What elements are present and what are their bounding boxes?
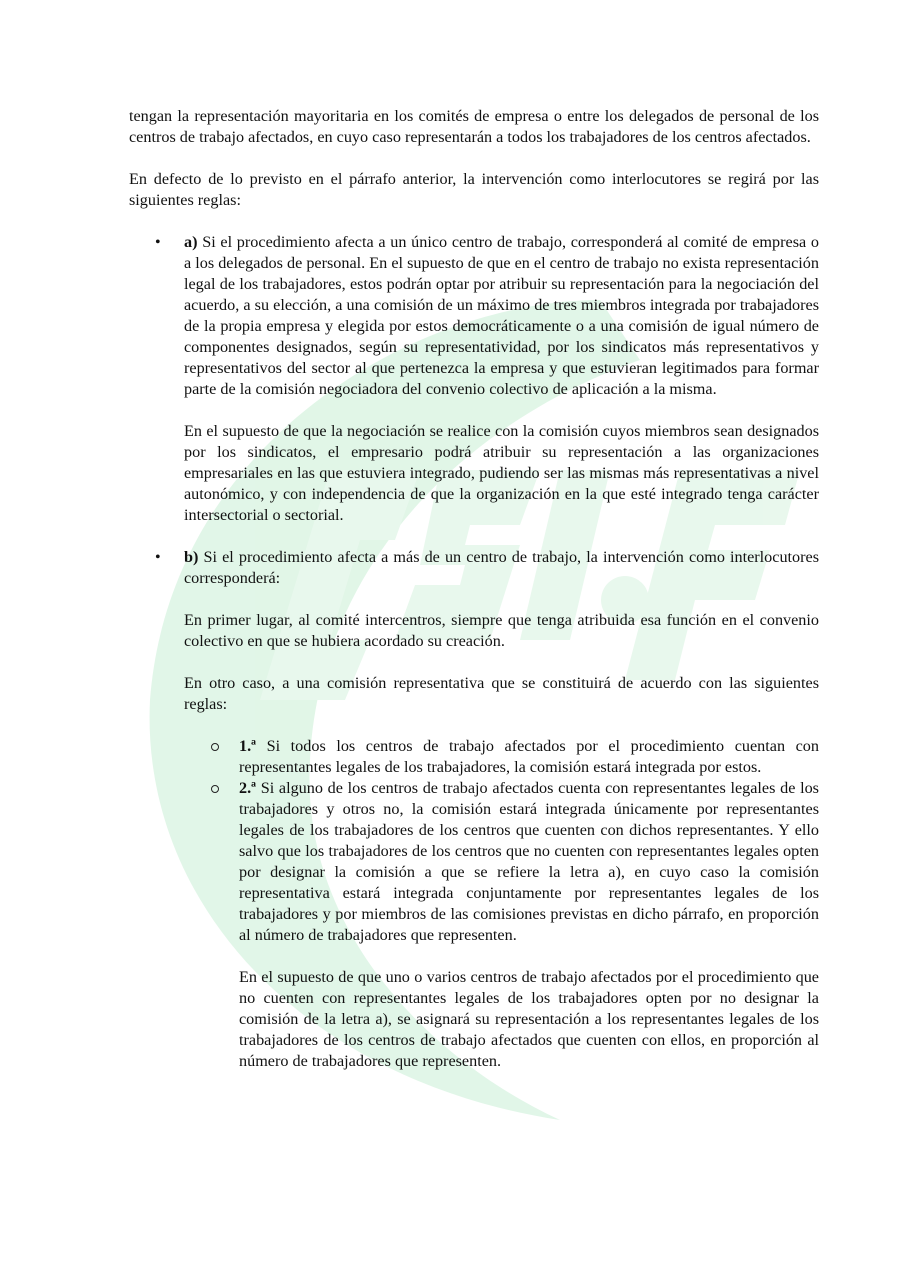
- paragraph-continuation: tengan la representación mayoritaria en los comités de empresa o entre los delegados de personal de los centros de trabajo afectados, en cuyo caso representarán a todos los trabajadores de los centros afectados.: [129, 107, 819, 146]
- circle-bullet-icon: [211, 785, 219, 793]
- subrule-1-text: Si todos los centros de trabajo afectados por el procedimiento cuentan con representantes legales de los trabajadores, la comisión estará integrada por estos.: [239, 737, 819, 776]
- item-b-text: b) Si el procedimiento afecta a más de un centro de trabajo, la intervención como interlocutores corresponderá:: [184, 548, 819, 587]
- document-body: [129, 106, 819, 1093]
- item-a-paragraph-2: En el supuesto de que la negociación se realice con la comisión cuyos miembros sean designados por los sindicatos, el empresario podrá atribuir su representación a las organizaciones empresariales en las que estuviera integrado, pudiendo ser las mismas más representativas a nivel autonómico, y con independencia de que la organización en la que esté integrado tenga carácter intersectorial o sectorial.: [184, 422, 819, 524]
- subrule-1: [184, 736, 819, 778]
- item-b-label: b): [184, 548, 199, 566]
- paragraph-rules-intro: En defecto de lo previsto en el párrafo anterior, la intervención como interlocutores se regirá por las siguientes reglas:: [129, 170, 819, 209]
- bullet-icon: •: [155, 549, 161, 566]
- subrule-2-label: 2.ª: [239, 779, 256, 797]
- list-item-b: [129, 547, 819, 1072]
- subrule-2-text: Si alguno de los centros de trabajo afectados cuenta con representantes legales de los trabajadores y otros no, la comisión estará integrada únicamente por representantes legales de los trabajadores de los centros que cuenten con dichos representantes. Y ello salvo que los trabajadores de los centros que no cuenten con representantes legales opten por designar la comisión a que se refiere la letra a), en cuyo caso la comisión representativa estará integrada conjuntamente por representantes legales de los trabajadores y por miembros de las comisiones previstas en dicho párrafo, en proporción al número de trabajadores que representen.: [239, 779, 819, 944]
- subrules-list: [184, 736, 819, 1072]
- list-item-a: [129, 232, 819, 526]
- item-b-paragraph-2: En primer lugar, al comité intercentros, siempre que tenga atribuida esa función en el convenio colectivo en que se hubiera acordado su creación.: [184, 611, 819, 650]
- item-a-label: a): [184, 233, 198, 251]
- item-a-text: a) Si el procedimiento afecta a un único centro de trabajo, corresponderá al comité de empresa o a los delegados de personal. En el supuesto de que en el centro de trabajo no exista representación legal de los trabajadores, estos podrán optar por atribuir su representación para la negociación del acuerdo, a su elección, a una comisión de un máximo de tres miembros integrada por trabajadores de la propia empresa y elegida por estos democráticamente o a una comisión de igual número de componentes designados, según su representatividad, por los sindicatos más representativos y representativos del sector al que pertenezca la empresa y que estuvieran legitimados para formar parte de la comisión negociadora del convenio colectivo de aplicación a la misma.: [184, 233, 819, 398]
- item-b-paragraph-3: En otro caso, a una comisión representativa que se constituirá de acuerdo con las siguientes reglas:: [184, 674, 819, 713]
- bullet-icon: •: [155, 234, 161, 251]
- subrule-2: [184, 778, 819, 1072]
- circle-bullet-icon: [211, 743, 219, 751]
- rules-list: [129, 232, 819, 1072]
- subrule-2-paragraph-2: En el supuesto de que uno o varios centros de trabajo afectados por el procedimiento que no cuenten con representantes legales de los trabajadores opten por no designar la comisión de la letra a), se asignará su representación a los representantes legales de los trabajadores de los centros de trabajo afectados que cuenten con ellos, en proporción al número de trabajadores que representen.: [239, 968, 819, 1070]
- subrule-1-label: 1.ª: [239, 737, 256, 755]
